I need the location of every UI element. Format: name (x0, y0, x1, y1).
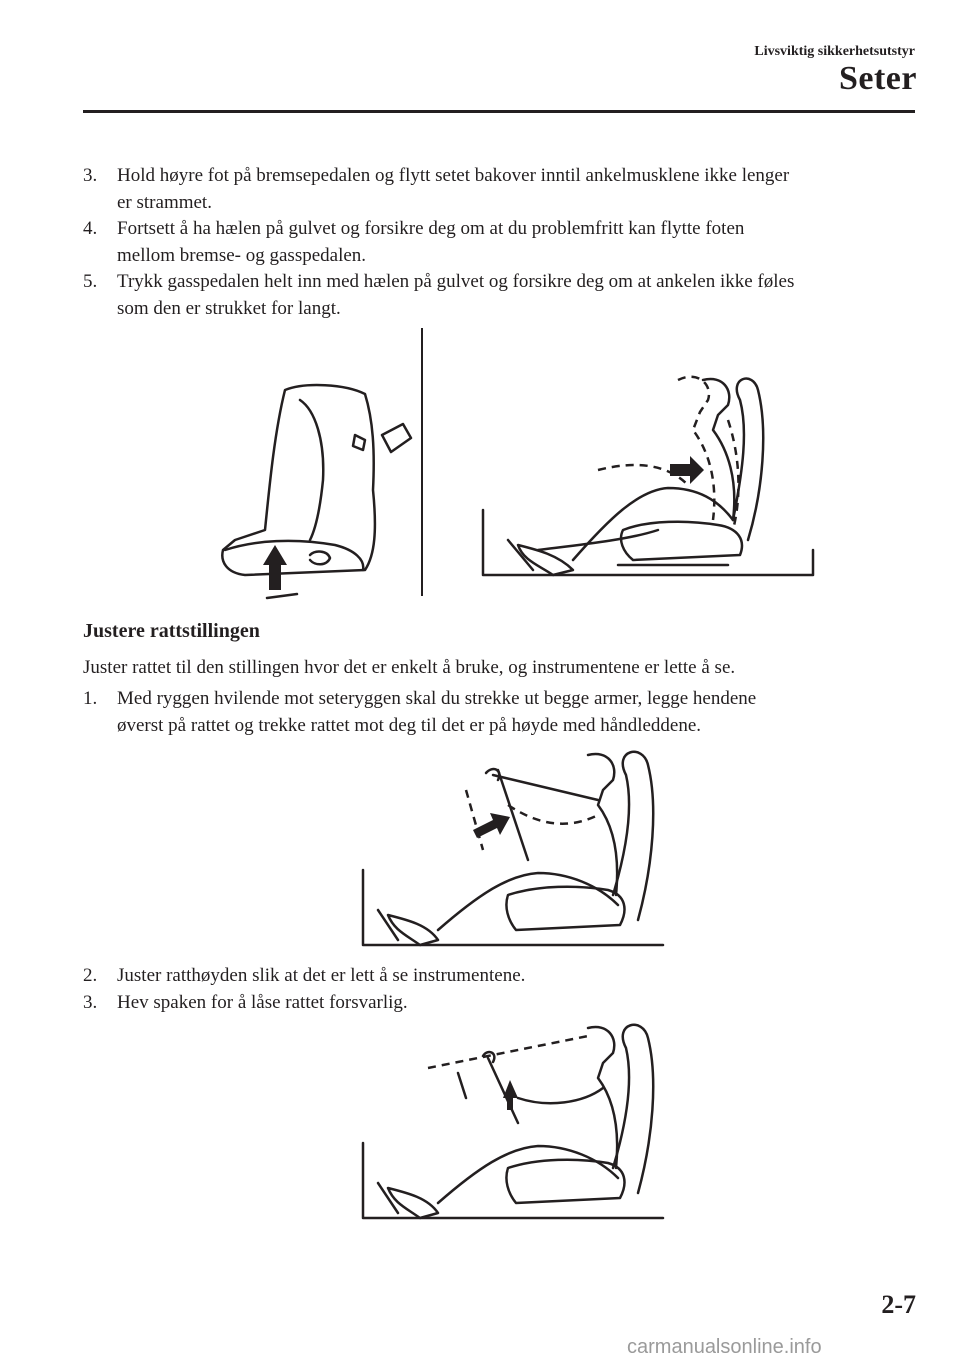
page-number: 2-7 (881, 1290, 916, 1319)
section-label: Livsviktig sikkerhetsutstyr (754, 44, 915, 59)
list-item (83, 163, 923, 216)
step-text: mellom bremse- og gasspedalen. (117, 244, 367, 266)
watermark: carmanualsonline.info (627, 1336, 822, 1358)
list-item (83, 216, 923, 269)
step-text: Hev spaken for å låse rattet forsvarlig. (117, 991, 408, 1013)
step-number: 1. (83, 688, 98, 709)
seat-position-illustration (478, 370, 813, 585)
intro-paragraph: Juster rattet til den stillingen hvor det er enkelt å bruke, og instrumentene er lette å se. (83, 657, 736, 678)
step-number: 2. (83, 965, 98, 986)
step-number: 3. (83, 165, 98, 186)
steps-steering (83, 686, 923, 739)
step-number: 5. (83, 271, 98, 292)
step-text: som den er strukket for langt. (117, 297, 341, 319)
step-text: øverst på rattet og trekke rattet mot deg til det er på høyde med håndleddene. (117, 714, 702, 736)
seat-lever-illustration (215, 380, 420, 600)
step-text: Trykk gasspedalen helt inn med hælen på gulvet og forsikre deg om at ankelen ikke føles (117, 271, 795, 292)
step-text: Fortsett å ha hælen på gulvet og forsikre deg om at du problemfritt kan flytte foten (117, 218, 745, 239)
steering-height-illustration (358, 1018, 668, 1228)
step-text: Hold høyre fot på bremsepedalen og flytt setet bakover inntil ankelmusklene ikke lenger (117, 165, 790, 186)
list-item (83, 269, 923, 322)
page-title: Seter (838, 60, 917, 97)
steps-steering-final (83, 963, 923, 1016)
section-heading: Justere rattstillingen (83, 620, 260, 642)
steps-seat-adjust (83, 163, 923, 322)
step-number: 4. (83, 218, 98, 239)
step-text: Med ryggen hvilende mot seteryggen skal du strekke ut begge armer, legge hendene (117, 688, 757, 709)
step-text: er strammet. (117, 191, 212, 213)
list-item (83, 963, 923, 990)
step-text: Juster ratthøyden slik at det er lett å se instrumentene. (117, 965, 526, 986)
list-item (83, 990, 923, 1017)
divider (421, 328, 423, 596)
step-number: 3. (83, 991, 98, 1013)
header-rule (83, 110, 915, 113)
list-item (83, 686, 923, 739)
steering-reach-illustration (358, 745, 668, 955)
